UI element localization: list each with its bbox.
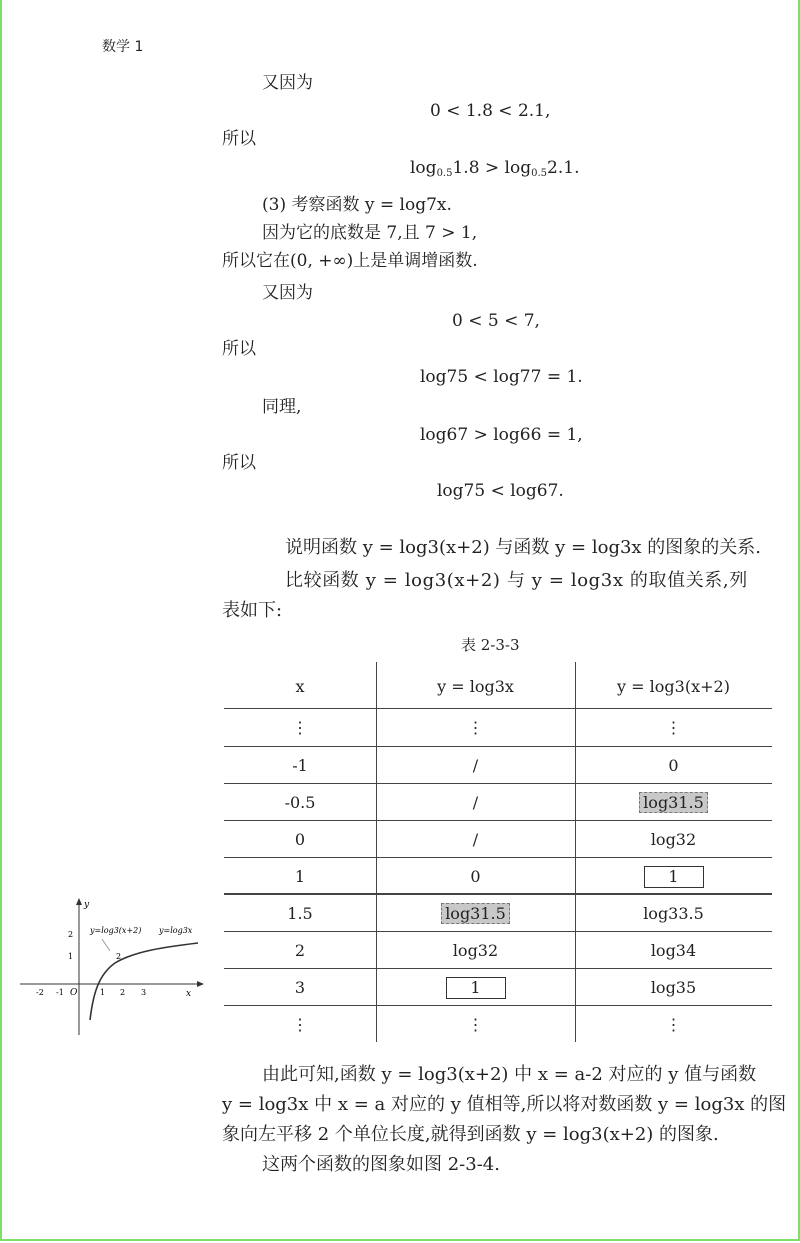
table-cell: -1	[292, 756, 308, 775]
paragraph-line: 象向左平移 2 个单位长度,就得到函数 y = log3(x+2) 的图象.	[222, 1124, 719, 1145]
table-cell-boxed	[376, 969, 575, 1006]
math-part: 1.8 > log	[452, 158, 532, 178]
text-line: 又因为	[262, 283, 313, 303]
table-cell: ⋮	[467, 1015, 484, 1034]
function-graph	[20, 895, 205, 1040]
table-cell: -0.5	[284, 793, 316, 812]
curve-label-right: y=log3x	[159, 926, 193, 935]
y-axis-arrow	[76, 898, 82, 905]
text-line: 所以	[222, 339, 256, 359]
table-cell: 0	[294, 830, 306, 849]
table-cell-boxed	[575, 858, 772, 895]
table-cell: ⋮	[292, 718, 308, 737]
text-line: 又因为	[262, 73, 313, 93]
y-tick: 2	[68, 930, 74, 939]
origin-label: O	[70, 988, 78, 998]
boxed-value: 1	[446, 977, 506, 999]
x-tick: 1	[100, 988, 106, 997]
x-axis-label: x	[186, 989, 192, 999]
paragraph-line: 比较函数 y = log3(x+2) 与 y = log3x 的取值关系,列	[285, 570, 748, 591]
x-tick: 2	[120, 988, 126, 997]
table-row	[224, 747, 772, 784]
table-cell: 2	[294, 941, 306, 960]
text-line: 所以	[222, 453, 256, 473]
table-cell: log35	[650, 978, 697, 997]
math-sub: 0.5	[531, 168, 548, 179]
paragraph-line: 说明函数 y = log3(x+2) 与函数 y = log3x 的图象的关系.	[285, 537, 762, 558]
table-cell: log32	[452, 941, 499, 960]
math-part: 2.1.	[547, 158, 580, 178]
boxed-value: 1	[644, 866, 704, 888]
y-axis-label: y	[84, 900, 90, 910]
text-line: 所以它在(0, +∞)上是单调增函数.	[222, 251, 478, 271]
x-tick: 3	[141, 988, 147, 997]
x-tick: -2	[36, 988, 44, 997]
x-axis-arrow	[197, 981, 204, 987]
math-line: log75 < log67.	[437, 481, 564, 501]
table-cell: ⋮	[292, 1015, 308, 1034]
table-row	[224, 969, 772, 1006]
x-tick: -1	[56, 988, 64, 997]
table-header-row	[224, 668, 772, 705]
table-caption: 表 2-3-3	[461, 636, 520, 654]
math-line	[410, 157, 579, 185]
paragraph-line: 表如下:	[222, 600, 283, 621]
table-cell: /	[472, 830, 479, 849]
text-line: 所以	[222, 129, 256, 149]
paragraph-line: 这两个函数的图象如图 2-3-4.	[262, 1154, 500, 1175]
log-curve	[90, 943, 198, 1020]
table-cell: /	[472, 793, 479, 812]
y-tick: 1	[68, 952, 74, 961]
table-cell-highlight	[376, 895, 575, 932]
table-cell: /	[472, 756, 479, 775]
math-line: log75 < log77 = 1.	[420, 367, 583, 387]
table-cell: 1.5	[287, 904, 313, 923]
table-cell: 0	[470, 867, 481, 886]
table-cell-highlight	[575, 784, 772, 821]
curve-label-left: y=log3(x+2)	[90, 926, 142, 935]
text-line: 同理,	[262, 397, 302, 417]
text-line: (3) 考察函数 y = log7x.	[262, 195, 452, 215]
math-line: 0 < 5 < 7,	[452, 311, 540, 331]
math-line: 0 < 1.8 < 2.1,	[430, 101, 551, 121]
table-cell: log33.5	[643, 904, 704, 923]
math-line: log67 > log66 = 1,	[420, 425, 583, 445]
table-header: y = log3(x+2)	[617, 677, 730, 696]
table-cell: log32	[650, 830, 697, 849]
curve-point-label: 2	[116, 952, 122, 961]
table-cell: ⋮	[665, 1015, 682, 1034]
table-header: x	[295, 677, 305, 696]
table-cell: 1	[294, 867, 306, 886]
table-row	[224, 784, 772, 821]
table-cell: 0	[668, 756, 679, 775]
paragraph-line: y = log3x 中 x = a 对应的 y 值相等,所以将对数函数 y = log3x 的图	[222, 1094, 787, 1115]
math-part: log	[410, 158, 437, 178]
table-cell: ⋮	[665, 718, 682, 737]
table-row	[224, 821, 772, 858]
table-row	[224, 932, 772, 969]
math-sub: 0.5	[436, 168, 453, 179]
table-cell: ⋮	[467, 718, 484, 737]
table-row	[224, 1006, 772, 1043]
shaded-value: log31.5	[639, 792, 708, 813]
table-header: y = log3x	[437, 677, 514, 696]
table-row	[224, 709, 772, 746]
paragraph-line: 由此可知,函数 y = log3(x+2) 中 x = a-2 对应的 y 值与函数	[262, 1064, 757, 1085]
table-cell: 3	[294, 978, 306, 997]
label-leader	[102, 939, 110, 951]
page-header: 数学 1	[102, 39, 144, 55]
table-row	[224, 895, 772, 932]
text-line: 因为它的底数是 7,且 7 > 1,	[262, 223, 478, 243]
table-cell: log34	[650, 941, 697, 960]
table-row	[224, 858, 772, 895]
shaded-value: log31.5	[441, 903, 510, 924]
